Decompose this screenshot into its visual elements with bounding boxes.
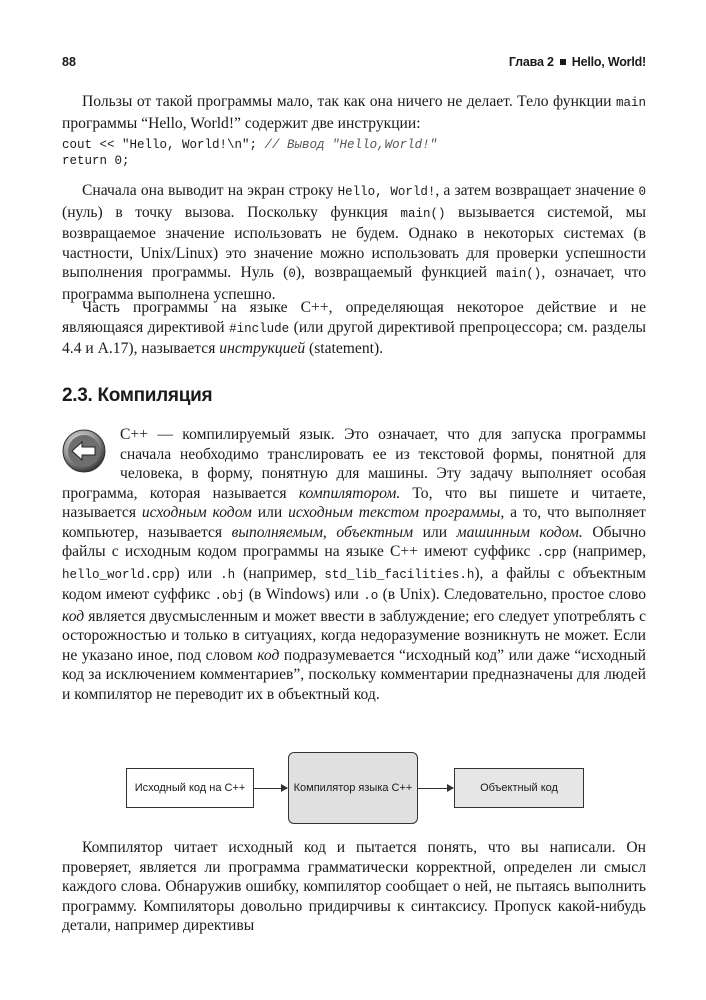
inline-code: #include xyxy=(229,321,290,336)
emphasis: машинным кодом. xyxy=(456,523,583,541)
compilation-diagram xyxy=(62,752,646,826)
text-run: (или другой директивой препроцессора; см. разделы 4.4 и А.17), называется xyxy=(62,318,646,357)
source-code-box: Исходный код на С++ xyxy=(126,768,254,808)
text-run: а то, что выполняет компьютер, называется xyxy=(62,504,646,541)
text-run: Часть программы на языке С++, определяющая некоторое действие и не являющаяся директивой xyxy=(62,299,646,336)
text-run: (statement). xyxy=(305,340,384,357)
code-comment: // Вывод "Hello,World!" xyxy=(264,138,438,152)
paragraph-statement xyxy=(62,298,646,359)
chapter-running-title xyxy=(509,55,646,69)
text-run: То, что вы пишете и читаете, называется xyxy=(62,484,646,521)
text-run: или xyxy=(251,504,289,521)
compiler-box: Компилятор языка С++ xyxy=(288,752,418,824)
object-code-box: Объектный код xyxy=(454,768,584,808)
text-run: подразумевается “исходный код” или даже “исходный код за исключением комментариев”, поскольку комментарии предназначены для людей и компилятор не переводит их в объектный код. xyxy=(62,646,646,703)
text-run: вызывается системой, мы возвращаемое значение использовать не будем. Однако в некоторых системах (в частности, Unix/Linux) это значение можно использовать для проверки успешности выполнения программы. Нуль ( xyxy=(62,203,646,281)
paragraph-intro xyxy=(62,92,646,133)
emphasis: компилятором. xyxy=(298,484,401,502)
code-line: return 0; xyxy=(62,154,130,168)
text-run: программы “Hello, World!” содержит две инструкции: xyxy=(62,114,421,132)
section-heading: 2.3. Компиляция xyxy=(62,385,213,406)
text-run: ) или xyxy=(174,564,221,582)
running-header xyxy=(62,55,646,75)
chapter-title: Hello, World! xyxy=(571,55,646,69)
code-line xyxy=(62,137,646,153)
text-run: Сначала она выводит на экран строку xyxy=(82,182,338,199)
page-number: 88 xyxy=(62,55,76,69)
text-run: (в Windows) или xyxy=(244,586,364,603)
emphasis: исходным текстом программы, xyxy=(288,504,505,521)
text-run: ), возвращаемый функцией xyxy=(295,264,497,281)
text-run: (в Unix). Следовательно, простое слово xyxy=(378,586,647,603)
paragraph-compilation xyxy=(62,425,646,704)
inline-code: .cpp xyxy=(536,546,567,560)
inline-code: 0 xyxy=(638,185,646,199)
text-run: (нуль) в точку вызова. Поскольку функция xyxy=(62,203,401,221)
paragraph-compiler-reads: Компилятор читает исходный код и пытается понять, что вы написали. Он проверяет, является ли программа грамматически корректной, определен ли смысл каждого слова. Обнаружив ошибку, компилятор сообщает о ней, не пытаясь выполнить программу. Компиляторы довольно придирчивы к синтаксису. Пропуск какой-нибудь детали, например директивы xyxy=(62,839,646,934)
code-text: cout << "Hello, World!\n"; xyxy=(62,138,265,152)
arrow-right-icon xyxy=(254,788,287,789)
icon-spacer xyxy=(62,425,120,483)
inline-code: main() xyxy=(400,206,446,221)
arrow-right-icon xyxy=(418,788,453,789)
text-run: является двусмысленным и может ввести в заблуждение; его следует употреблять с осторожностью и только в ситуациях, когда недоразумение возникнуть не может. Если не указано иное, под словом xyxy=(62,607,646,664)
paragraph-output xyxy=(62,181,646,304)
text-run: , а затем возвращает значение xyxy=(435,182,639,199)
emphasis: код xyxy=(257,646,280,664)
emphasis: инструкцией xyxy=(219,340,306,357)
emphasis: выполняемым, объектным xyxy=(231,523,414,541)
inline-code: .h xyxy=(220,567,236,582)
text-run: С++ — компилируемый язык. Это означает, что для запуска программы сначала необходимо транслировать ее из текстовой формы, понятной для человека, в форму, понятную для машины. Эту задачу выполняет особая программа, которая называется xyxy=(62,426,646,502)
square-separator-icon xyxy=(560,59,566,65)
inline-code: main() xyxy=(496,267,542,281)
inline-code: .o xyxy=(363,589,379,603)
inline-code: .obj xyxy=(214,589,245,603)
text-run: ), а файлы с объектным кодом имеют суффикс xyxy=(62,564,646,603)
text-run: Обычно файлы с исходным кодом программы на языке С++ имеют суффикс xyxy=(62,523,646,560)
emphasis: код xyxy=(62,607,85,625)
inline-code: std_lib_facilities.h xyxy=(324,567,475,582)
inline-code: Hello, World! xyxy=(337,185,436,199)
chapter-label: Глава 2 xyxy=(508,55,554,69)
text-run: или xyxy=(413,523,457,541)
inline-code: main xyxy=(615,96,646,110)
text-run: (например, xyxy=(235,564,325,582)
text-run: , означает, что программа выполнена успешно. xyxy=(62,264,646,303)
inline-code: 0 xyxy=(288,267,296,281)
text-run: Пользы от такой программы мало, так как она ничего не делает. Тело функции xyxy=(82,93,616,110)
code-listing xyxy=(62,137,646,169)
inline-code: hello_world.cpp xyxy=(62,567,175,582)
emphasis: исходным кодом xyxy=(141,504,252,521)
text-run: (например, xyxy=(566,543,647,560)
